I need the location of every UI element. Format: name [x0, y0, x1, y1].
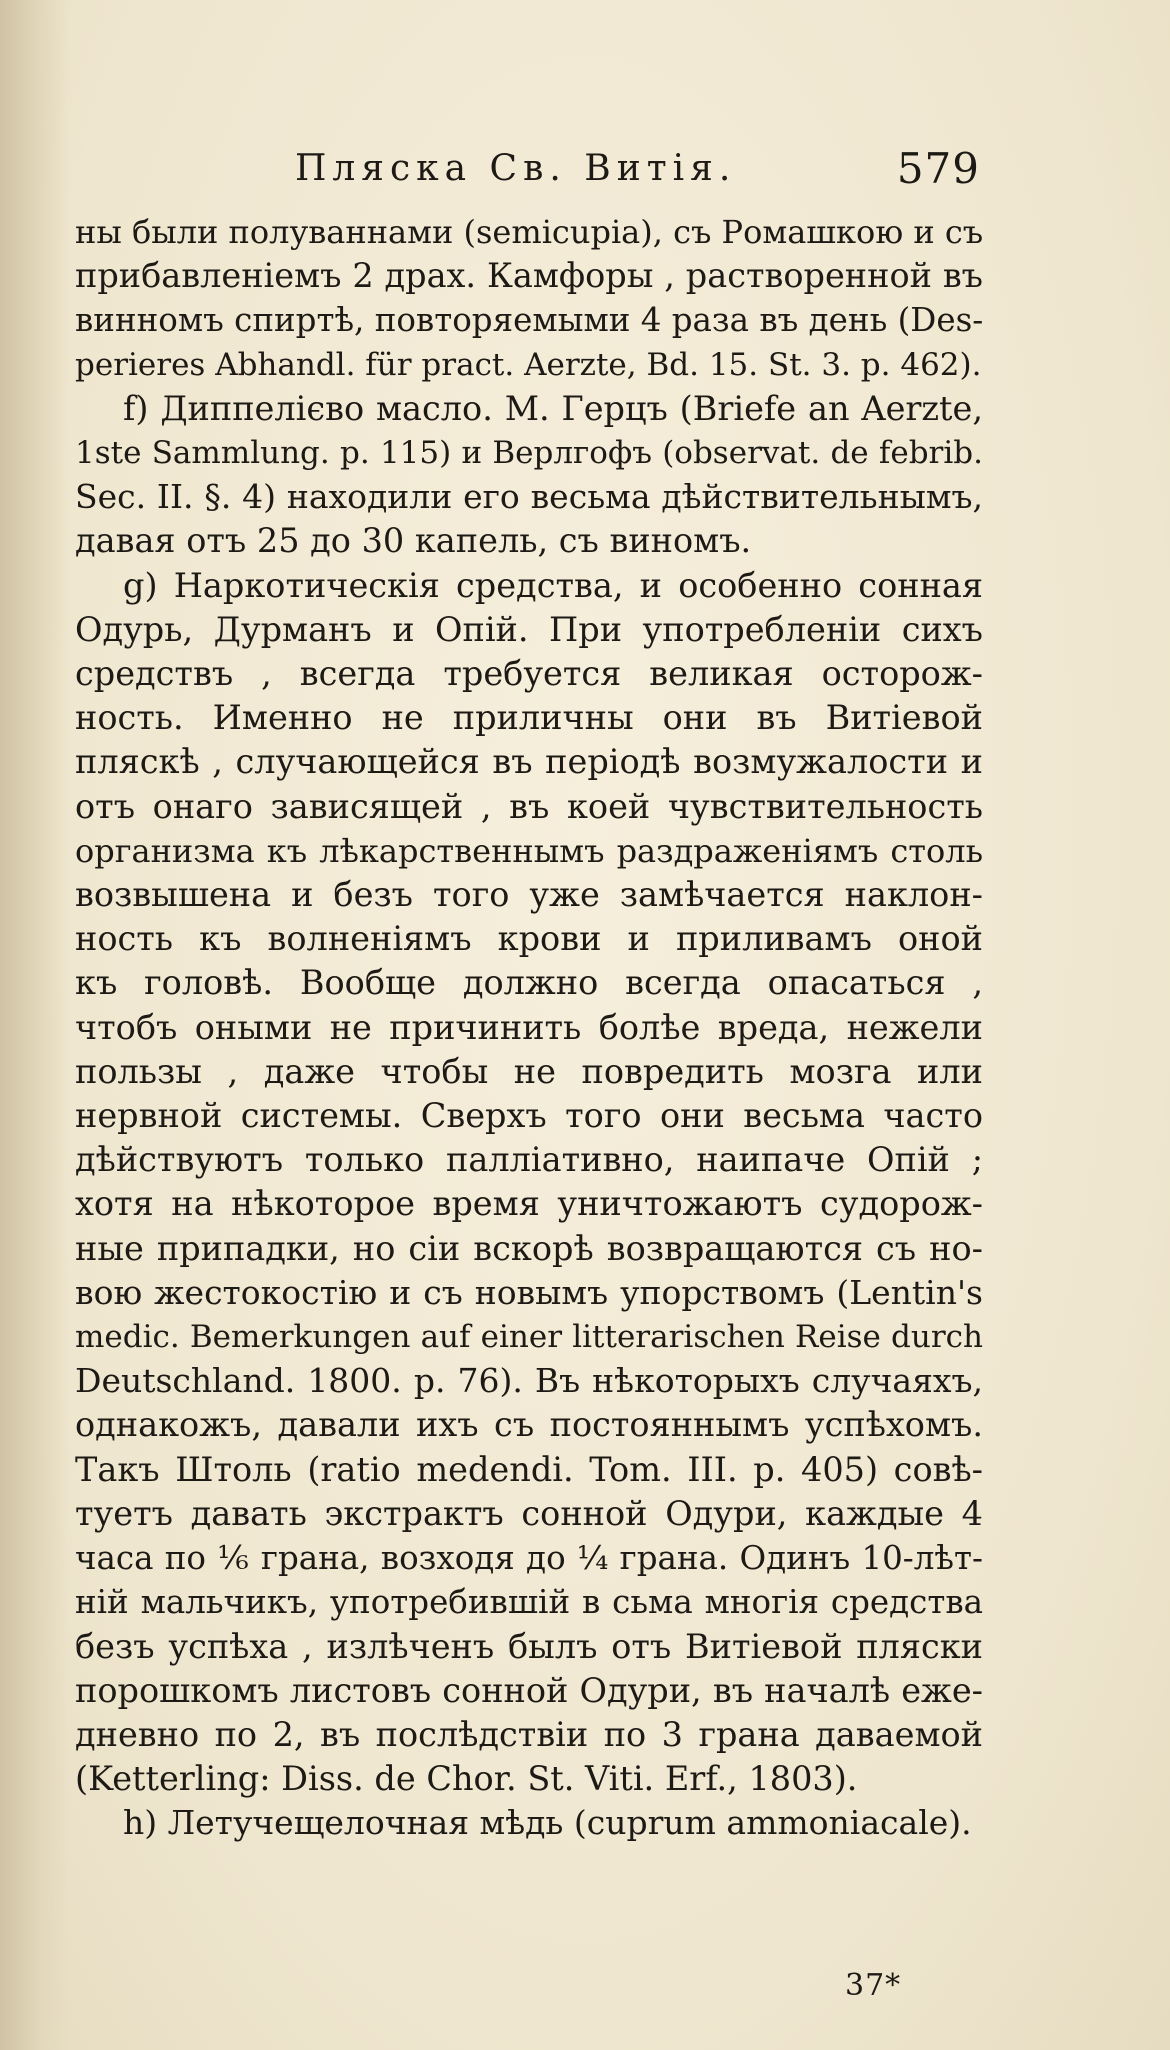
text-line: Deutschland. 1800. p. 76). Въ нѣкоторыхъ случаяхъ, — [75, 1361, 983, 1401]
body-text — [75, 210, 983, 1846]
text-line: пользы , даже чтобы не повредить мозга или — [75, 1051, 983, 1091]
text-line: хотя на нѣкоторое время уничтожаютъ судорож- — [75, 1184, 983, 1224]
text-line: прибавленіемъ 2 драх. Камфоры , растворенной въ — [75, 256, 983, 296]
text-line: 1ste Sammlung. p. 115) и Верлгофъ (observat. de febrib. — [75, 435, 983, 472]
text-line: ность къ волненіямъ крови и приливамъ оной — [75, 919, 983, 959]
text-line: (Ketterling: Diss. de Chor. St. Viti. Erf., 1803). — [75, 1759, 858, 1799]
text-line: f) Диппелієво масло. М. Герцъ (Briefe an Aerzte, — [123, 388, 983, 428]
text-line: вою жестокостію и съ новымъ упорствомъ (Lentin's — [75, 1272, 983, 1312]
text-line: medic. Bemerkungen auf einer litterarischen Reise durch — [75, 1319, 983, 1356]
text-line: безъ успѣха , излѣченъ былъ отъ Витіевой пляски — [75, 1626, 983, 1666]
text-line: perieres Abhandl. für pract. Aerzte, Bd. 15. St. 3. p. 462). — [75, 346, 982, 383]
page-header — [0, 144, 1170, 204]
text-line: ны были полуваннами (semicupia), съ Ромашкою и съ — [75, 213, 984, 251]
text-line: порошкомъ листовъ сонной Одури, въ началѣ еже- — [75, 1670, 983, 1710]
signature-mark: 37* — [845, 1968, 902, 2003]
running-title: Пляска Св. Витія. — [295, 148, 737, 189]
text-line: отъ онаго зависящей , въ коей чувствительность — [75, 786, 983, 826]
text-line: g) Наркотическія средства, и особенно сонная — [123, 565, 983, 605]
text-line: къ головѣ. Вообще должно всегда опасаться , — [75, 963, 983, 1003]
text-line: средствъ , всегда требуется великая осторож- — [75, 654, 983, 694]
text-line: туетъ давать экстрактъ сонной Одури, каждые 4 — [75, 1493, 983, 1533]
text-line: давая отъ 25 до 30 капель, съ виномъ. — [75, 521, 752, 561]
page-number: 579 — [896, 144, 980, 193]
text-line: дневно по 2, въ послѣдствіи по 3 грана даваемой — [75, 1714, 983, 1754]
text-line: чтобъ оными не причинить болѣе вреда, нежели — [75, 1007, 983, 1047]
text-line: однакожъ, давали ихъ съ постояннымъ успѣхомъ. — [75, 1405, 983, 1445]
text-line: возвышена и безъ того уже замѣчается наклон- — [75, 875, 983, 915]
text-line: дѣйствуютъ только палліативно, наипаче Опій ; — [75, 1140, 983, 1180]
text-line: нервной системы. Сверхъ того они весьма часто — [75, 1096, 983, 1136]
text-line: Sec. II. §. 4) находили его весьма дѣйствительнымъ, — [75, 477, 983, 517]
binding-gutter — [0, 0, 70, 2050]
text-line: организма къ лѣкарственнымъ раздраженіямъ столь — [75, 831, 983, 870]
text-line: ній мальчикъ, употребившій в сьма многія средства — [75, 1583, 983, 1622]
text-line: h) Летучещелочная мѣдь (cuprum ammoniacale). — [123, 1803, 972, 1843]
text-line: пляскѣ , случающейся въ періодѣ возмужалости и — [75, 742, 983, 782]
text-line: винномъ спиртѣ, повторяемыми 4 раза въ день (Des- — [75, 301, 984, 340]
text-line: ность. Именно не приличны они въ Витіевой — [75, 698, 983, 738]
text-line: Одурь, Дурманъ и Опій. При употребленіи сихъ — [75, 609, 983, 649]
text-line: ные припадки, но сіи вскорѣ возвращаются съ но- — [75, 1228, 983, 1268]
text-line: Такъ Штоль (ratio medendi. Tom. III. p. 405) совѣ- — [75, 1449, 983, 1489]
text-line: часа по ⅙ грана, возходя до ¼ грана. Одинъ 10-лѣт- — [75, 1539, 983, 1578]
